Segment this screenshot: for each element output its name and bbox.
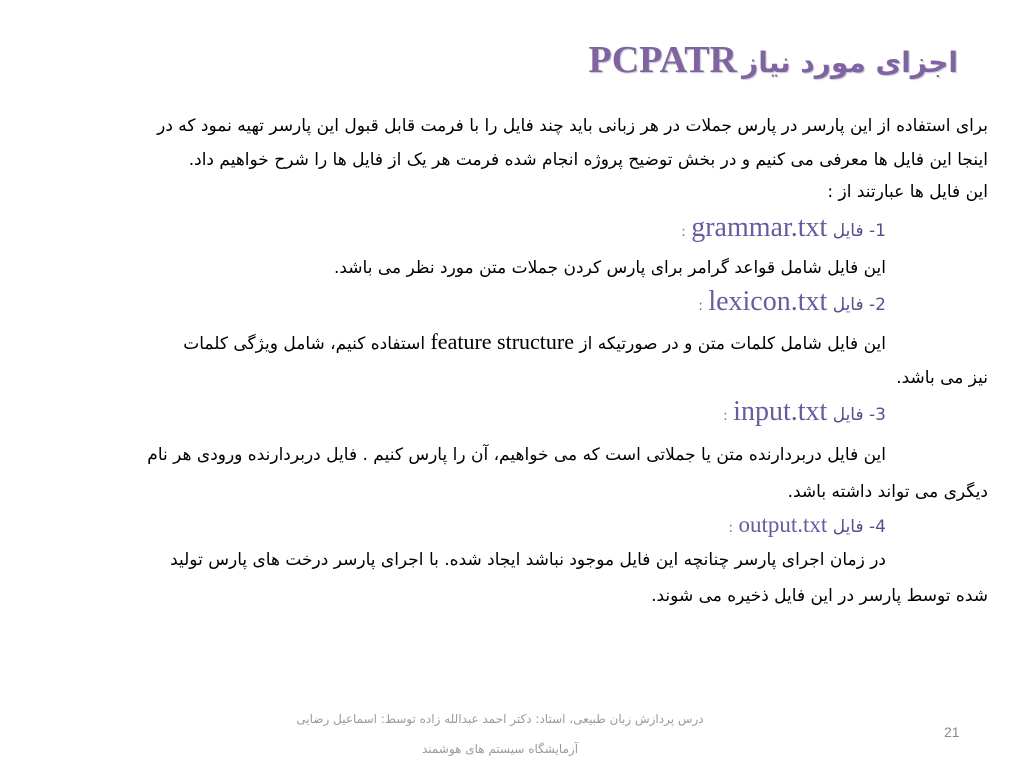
page-number: 21 bbox=[944, 724, 960, 740]
item-number: 2- bbox=[869, 295, 886, 315]
slide-title-persian: اجزای مورد نیاز bbox=[742, 46, 958, 79]
item-label: فایل bbox=[832, 295, 864, 315]
footer-lab-name: آزمایشگاه سیستم های هوشمند bbox=[421, 742, 579, 756]
item-description-output-line-1: در زمان اجرای پارسر چنانچه این فایل موجود نباشد ایجاد شده. با اجرای پارسر درخت های پارس تولید bbox=[170, 550, 886, 570]
description-english-term: feature structure bbox=[430, 329, 575, 354]
intro-line-1: برای استفاده از این پارسر در پارس جملات در هر زبانی باید چند فایل را با فرمت قابل قبول این پارسر تهیه نمود که در bbox=[157, 116, 988, 136]
item-colon: : bbox=[728, 520, 734, 536]
item-description-input-line-2: دیگری می تواند داشته باشد. bbox=[787, 482, 988, 502]
item-colon: : bbox=[698, 298, 703, 314]
item-number: 3- bbox=[869, 405, 886, 425]
intro-line-3: این فایل ها عبارتند از : bbox=[827, 182, 988, 202]
slide-title-english: PCPATR bbox=[588, 39, 737, 81]
description-part: استفاده کنیم، شامل ویژگی کلمات bbox=[183, 334, 426, 354]
slide-title bbox=[589, 38, 958, 82]
item-description-output-line-2: شده توسط پارسر در این فایل ذخیره می شوند. bbox=[651, 586, 988, 606]
item-heading-output bbox=[728, 512, 886, 538]
item-description-grammar: این فایل شامل قواعد گرامر برای پارس کردن جملات متن مورد نظر می باشد. bbox=[333, 258, 886, 278]
item-label: فایل bbox=[832, 517, 864, 537]
item-description-input-line-1: این فایل دربردارنده متن یا جملاتی است که می خواهیم، آن را پارس کنیم . فایل دربردارنده ورودی هر نام bbox=[147, 445, 886, 465]
item-heading-input bbox=[723, 396, 886, 428]
item-description-lexicon-line-2: نیز می باشد. bbox=[896, 368, 988, 388]
item-label: فایل bbox=[832, 405, 864, 425]
item-heading-grammar bbox=[681, 212, 886, 244]
item-filename: output.txt bbox=[738, 512, 828, 537]
item-heading-lexicon bbox=[698, 286, 886, 318]
footer-course-info: درس پردازش زبان طبیعی، استاد: دکتر احمد عبدالله زاده توسط: اسماعیل رضایی bbox=[296, 712, 704, 726]
intro-line-2: اینجا این فایل ها معرفی می کنیم و در بخش توضیح پروژه انجام شده فرمت هر یک از فایل ها را شرح خواهیم داد. bbox=[188, 150, 988, 170]
item-filename: grammar.txt bbox=[691, 212, 828, 243]
item-description-lexicon-line-1 bbox=[183, 330, 886, 356]
item-colon: : bbox=[681, 224, 686, 240]
item-colon: : bbox=[723, 408, 728, 424]
item-number: 1- bbox=[869, 221, 886, 241]
item-number: 4- bbox=[869, 517, 886, 537]
description-part: این فایل شامل کلمات متن و در صورتیکه از bbox=[579, 334, 886, 354]
item-filename: input.txt bbox=[733, 396, 828, 427]
item-label: فایل bbox=[832, 221, 864, 241]
item-filename: lexicon.txt bbox=[708, 286, 828, 317]
